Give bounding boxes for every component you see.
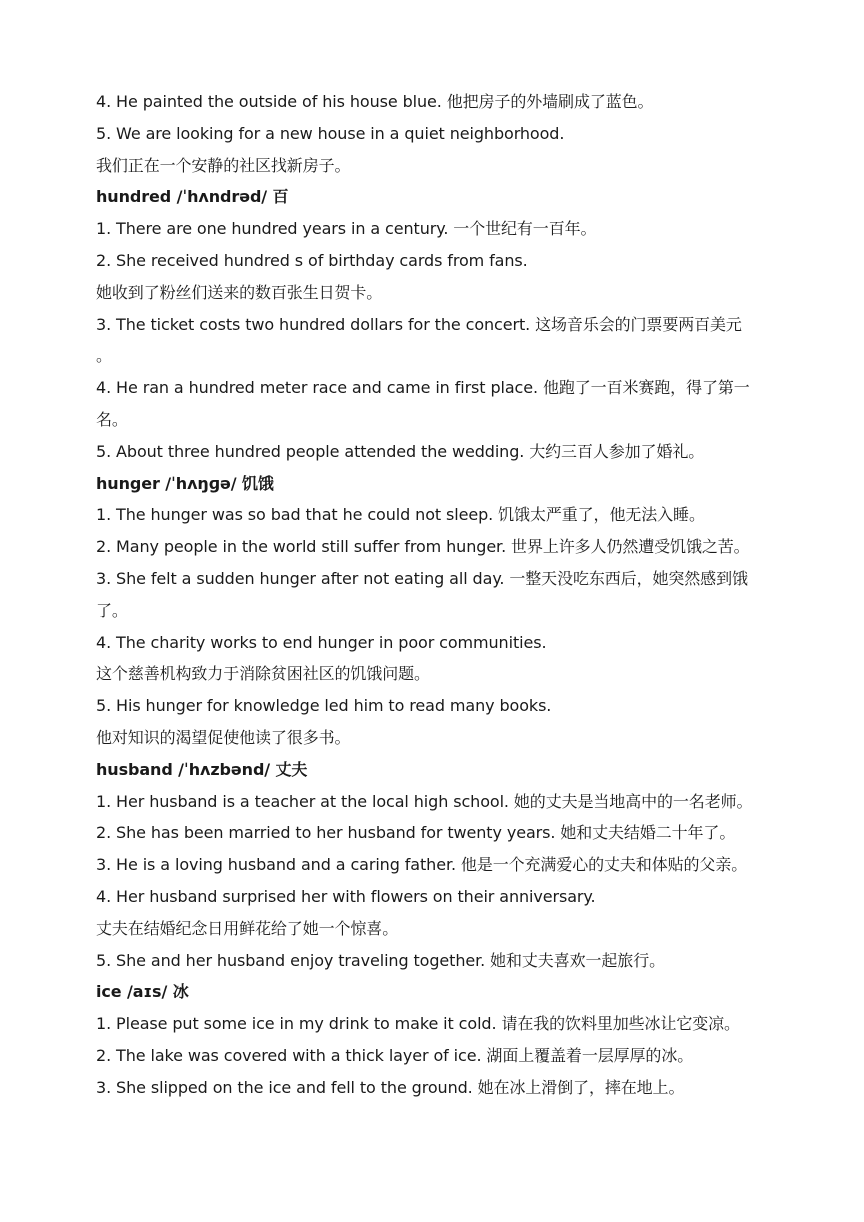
sentence-line: 3. She slipped on the ice and fell to the ground. 她在冰上滑倒了，摔在地上。 <box>96 1077 685 1097</box>
sentence-line: 5. We are looking for a new house in a quiet neighborhood. <box>96 123 565 143</box>
continuation-line: 名。 <box>96 409 128 429</box>
sentence-line: 5. She and her husband enjoy traveling together. 她和丈夫喜欢一起旅行。 <box>96 950 665 970</box>
translation-line: 她收到了粉丝们送来的数百张生日贺卡。 <box>96 282 383 302</box>
sentence-line: 2. The lake was covered with a thick layer of ice. 湖面上覆盖着一层厚厚的冰。 <box>96 1045 694 1065</box>
translation-line: 他对知识的渴望促使他读了很多书。 <box>96 727 351 747</box>
sentence-line: 4. The charity works to end hunger in poor communities. <box>96 632 547 652</box>
word-heading-ice: ice /aɪs/ 冰 <box>96 982 189 1002</box>
sentence-line: 3. The ticket costs two hundred dollars for the concert. 这场音乐会的门票要两百美元 <box>96 314 742 334</box>
sentence-line: 4. Her husband surprised her with flowers on their anniversary. <box>96 886 596 906</box>
word-heading-hunger: hunger /ˈhʌŋɡə/ 饥饿 <box>96 473 274 493</box>
sentence-line: 1. There are one hundred years in a century. 一个世纪有一百年。 <box>96 219 597 239</box>
sentence-line: 1. Her husband is a teacher at the local high school. 她的丈夫是当地高中的一名老师。 <box>96 791 753 811</box>
word-heading-hundred: hundred /ˈhʌndrəd/ 百 <box>96 187 289 207</box>
sentence-line: 4. He ran a hundred meter race and came in first place. 他跑了一百米赛跑，得了第一 <box>96 378 750 398</box>
continuation-line: 。 <box>96 346 112 366</box>
sentence-line: 5. About three hundred people attended the wedding. 大约三百人参加了婚礼。 <box>96 441 705 461</box>
word-heading-husband: husband /ˈhʌzbənd/ 丈夫 <box>96 759 308 779</box>
continuation-line: 了。 <box>96 600 128 620</box>
sentence-line: 2. She received hundred s of birthday cards from fans. <box>96 250 528 270</box>
sentence-line: 1. The hunger was so bad that he could not sleep. 饥饿太严重了，他无法入睡。 <box>96 505 705 525</box>
sentence-line: 2. Many people in the world still suffer from hunger. 世界上许多人仍然遭受饥饿之苦。 <box>96 537 750 557</box>
sentence-line: 1. Please put some ice in my drink to make it cold. 请在我的饮料里加些冰让它变凉。 <box>96 1014 740 1034</box>
translation-line: 丈夫在结婚纪念日用鲜花给了她一个惊喜。 <box>96 918 399 938</box>
sentence-line: 2. She has been married to her husband for twenty years. 她和丈夫结婚二十年了。 <box>96 823 736 843</box>
document-page <box>96 86 786 1104</box>
sentence-line: 5. His hunger for knowledge led him to read many books. <box>96 696 552 716</box>
sentence-line: 3. She felt a sudden hunger after not eating all day. 一整天没吃东西后，她突然感到饿 <box>96 568 748 588</box>
sentence-line: 4. He painted the outside of his house blue. 他把房子的外墙刷成了蓝色。 <box>96 92 654 111</box>
translation-line: 我们正在一个安静的社区找新房子。 <box>96 155 351 175</box>
sentence-line: 3. He is a loving husband and a caring father. 他是一个充满爱心的丈夫和体贴的父亲。 <box>96 855 748 875</box>
translation-line: 这个慈善机构致力于消除贫困社区的饥饿问题。 <box>96 664 430 684</box>
